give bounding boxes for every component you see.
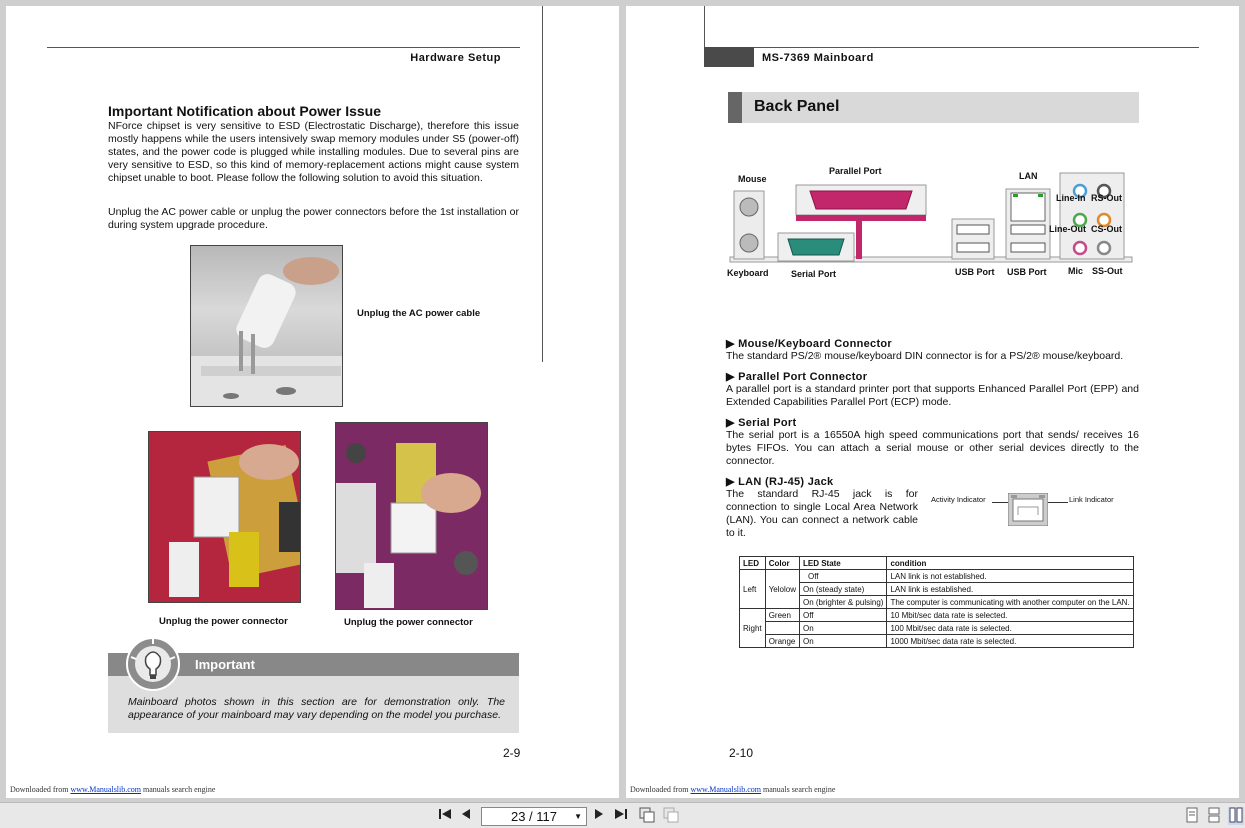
cell-color-green: Green — [765, 609, 799, 622]
cell-condition: The computer is communicating with another computer on the LAN. — [887, 596, 1133, 609]
page-indicator: 23 / 117 — [510, 809, 558, 824]
prev-page-icon[interactable] — [459, 807, 473, 825]
text-serial-port: The serial port is a 16550A high speed communications port that sends/ receives 16 bytes FIFOs. You can attach a serial mouse or other serial devices directly to the connector. — [726, 429, 1139, 467]
two-page-view-icon[interactable] — [1228, 807, 1244, 825]
power-connector-photo-2 — [335, 422, 488, 610]
header-rule — [704, 47, 1199, 48]
paragraph-2: Unplug the AC power cable or unplug the power connectors before the 1st installation or during system upgrade procedure. — [108, 206, 519, 231]
section-mouse-keyboard — [726, 337, 1139, 363]
table-header-row — [740, 557, 1134, 570]
footer-suffix: manuals search engine — [763, 785, 836, 794]
col-condition: condition — [887, 557, 1133, 570]
link-indicator-label: Link Indicator — [1069, 495, 1114, 504]
continuous-view-icon[interactable] — [1207, 807, 1221, 825]
table-row — [740, 609, 1134, 622]
cell-led-left: Left — [740, 570, 766, 609]
page-2-9 — [6, 6, 619, 798]
page-number: 2-9 — [503, 746, 521, 760]
heading-serial-port: ▶ Serial Port — [726, 417, 797, 429]
rj45-jack-icon — [1008, 493, 1048, 526]
heading-parallel-port: ▶ Parallel Port Connector — [726, 371, 868, 383]
header-rule — [47, 47, 520, 48]
last-page-icon[interactable] — [613, 807, 629, 825]
footer-suffix: manuals search engine — [143, 785, 216, 794]
label-lan: LAN — [1019, 171, 1038, 181]
section-parallel-port — [726, 370, 1139, 409]
cell-condition: 10 Mbit/sec data rate is selected. — [887, 609, 1133, 622]
text-mouse-keyboard: The standard PS/2® mouse/keyboard DIN connector is for a PS/2® mouse/keyboard. — [726, 350, 1124, 362]
label-line-out: Line-Out — [1049, 224, 1086, 234]
col-led-state: LED State — [799, 557, 886, 570]
label-line-in: Line-In — [1056, 193, 1086, 203]
led-table — [739, 556, 1134, 648]
text-lan-jack: The standard RJ-45 jack is for connection to single Local Area Network (LAN). You can connect a network cable to it. — [726, 488, 918, 539]
label-mic: Mic — [1068, 266, 1084, 276]
chevron-down-icon: ▼ — [574, 812, 582, 821]
section-serial-port — [726, 416, 1139, 468]
bulb-icon — [126, 637, 180, 691]
manualslib-link[interactable]: www.Manualslib.com — [690, 785, 762, 794]
paragraph-1: NForce chipset is very sensitive to ESD (Electrostatic Discharge), therefore this issue mostly happens while the users intensively swap memory modules under S5 (power-off) states, and the power code is plugged while installing modules. Due to several pins are very sensitive to ESD, so this kind of memory-replacement actions might cause system chipset unable to boot. Please follow the following solution to avoid this situation. — [108, 120, 519, 184]
next-page-icon[interactable] — [592, 807, 606, 825]
manualslib-link[interactable]: www.Manualslib.com — [70, 785, 142, 794]
table-row — [740, 570, 1134, 583]
caption-power-connector-1: Unplug the power connector — [159, 616, 288, 627]
caption-power-connector-2: Unplug the power connector — [344, 617, 473, 628]
page-2-10 — [626, 6, 1239, 798]
running-head: Hardware Setup — [410, 52, 501, 64]
activity-leader-line — [992, 502, 1008, 503]
viewer-toolbar — [0, 802, 1245, 828]
activity-indicator-label: Activity Indicator — [931, 495, 986, 504]
heading-mouse-keyboard: ▶ Mouse/Keyboard Connector — [726, 338, 893, 350]
cell-color-yellow: Yelolow — [765, 570, 799, 609]
page-number-select[interactable] — [481, 807, 587, 826]
table-row — [740, 635, 1134, 648]
back-panel-title: Back Panel — [728, 92, 1139, 123]
col-color: Color — [765, 557, 799, 570]
caption-ac-cable: Unplug the AC power cable — [357, 308, 481, 319]
heading-lan-jack: ▶ LAN (RJ-45) Jack — [726, 476, 834, 488]
fit-width-icon[interactable] — [662, 807, 680, 825]
important-note: Mainboard photos shown in this section are for demonstration only. The appearance of your mainboard may vary depending on the model you purchase. — [108, 676, 519, 733]
header-block — [704, 47, 754, 67]
section-lan-jack — [726, 475, 918, 540]
text-parallel-port: A parallel port is a standard printer port that supports Enhanced Parallel Port (EPP) and Extended Capabilities Parallel Port (ECP) mode. — [726, 383, 1139, 408]
section-title: Important Notification about Power Issue — [108, 103, 382, 119]
label-serial-port: Serial Port — [791, 269, 837, 279]
power-connector-photo-1 — [148, 431, 301, 603]
cell-state: On — [799, 622, 886, 635]
cell-condition: LAN link is established. — [887, 583, 1133, 596]
fit-page-icon[interactable] — [638, 807, 656, 825]
table-row — [740, 583, 1134, 596]
cell-led-right: Right — [740, 609, 766, 648]
footer-prefix: Downloaded from — [630, 785, 689, 794]
footer-note — [10, 785, 215, 794]
first-page-icon[interactable] — [437, 807, 453, 825]
back-panel-diagram — [726, 161, 1138, 281]
margin-rule — [542, 6, 543, 362]
footer-note — [630, 785, 835, 794]
footer-prefix: Downloaded from — [10, 785, 69, 794]
table-row — [740, 596, 1134, 609]
label-parallel-port: Parallel Port — [829, 166, 882, 176]
important-label: Important — [195, 657, 255, 672]
page-number: 2-10 — [729, 746, 754, 760]
label-cs-out: CS-Out — [1091, 224, 1122, 234]
cell-condition: LAN link is not established. — [887, 570, 1133, 583]
label-ss-out: SS-Out — [1092, 266, 1123, 276]
label-rs-out: RS-Out — [1091, 193, 1122, 203]
cell-state: On (brighter & pulsing) — [799, 596, 886, 609]
table-row — [740, 622, 1134, 635]
cell-state: On — [799, 635, 886, 648]
link-leader-line — [1048, 502, 1068, 503]
label-usb-port-2: USB Port — [1007, 267, 1047, 277]
cell-condition: 100 Mbit/sec data rate is selected. — [887, 622, 1133, 635]
cell-color-orange: Orange — [765, 635, 799, 648]
cell-state: Off — [799, 609, 886, 622]
cell-state: Off — [799, 570, 886, 583]
cell-condition: 1000 Mbit/sec data rate is selected. — [887, 635, 1133, 648]
label-mouse: Mouse — [738, 174, 767, 184]
cell-state: On (steady state) — [799, 583, 886, 596]
col-led: LED — [740, 557, 766, 570]
cell-color-empty — [765, 622, 799, 635]
running-head: MS-7369 Mainboard — [762, 52, 874, 64]
label-usb-port-1: USB Port — [955, 267, 995, 277]
single-page-view-icon[interactable] — [1185, 807, 1199, 825]
ac-cable-photo — [190, 245, 343, 407]
label-keyboard: Keyboard — [727, 268, 769, 278]
